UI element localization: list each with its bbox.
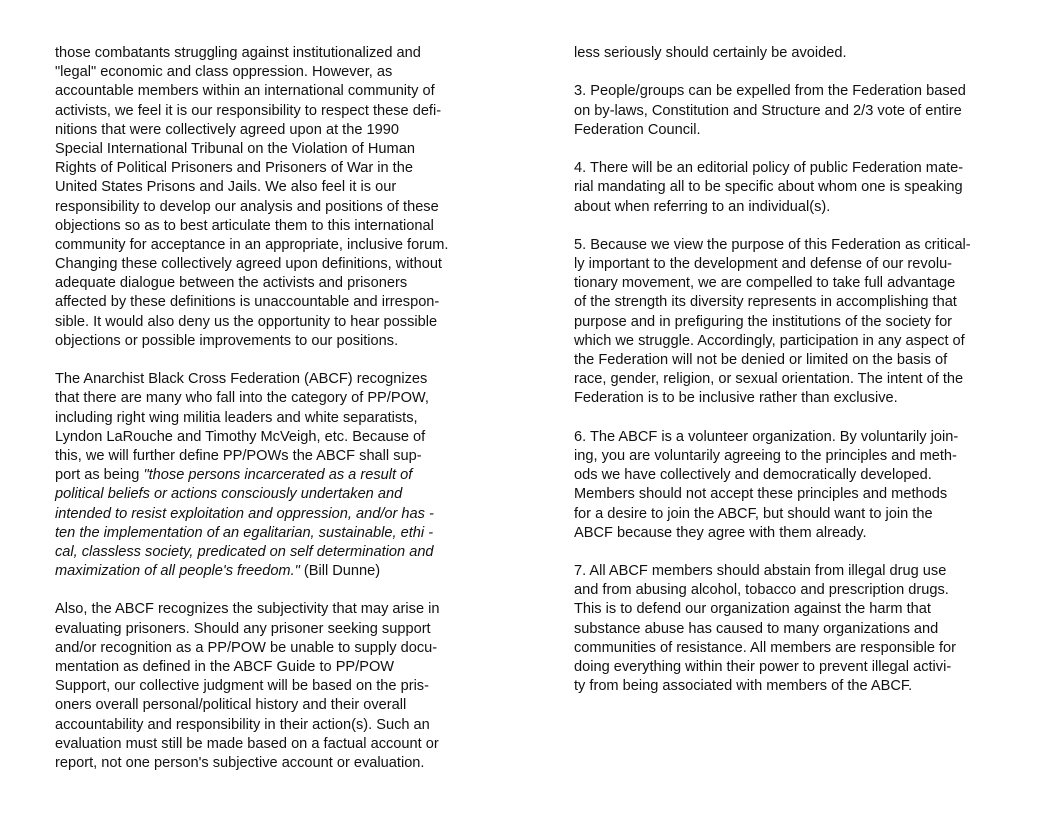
text-line: Members should not accept these principles and methods xyxy=(574,486,948,503)
text-line: doing everything within their power to prevent illegal activi- xyxy=(574,659,952,675)
text-line: those combatants struggling against institutionalized and xyxy=(55,45,421,61)
text-line: including right wing militia leaders and white separatists, xyxy=(55,409,418,426)
quote-line: cal, classless society, predicated on self determination and xyxy=(55,543,434,560)
text-line: on by-laws, Constitution and Structure and 2/3 vote of entire xyxy=(574,102,962,119)
paragraph-abcf-definition xyxy=(55,370,495,581)
text-line: responsibility to develop our analysis and positions of these xyxy=(55,198,439,215)
quote-text: maximization of all people's freedom." xyxy=(55,563,300,580)
text-line: accountable members within an international community of xyxy=(55,83,435,100)
text-line: activists, we feel it is our responsibility to respect these defi- xyxy=(55,102,442,119)
paragraph-definitions-responsibility xyxy=(55,44,495,351)
paragraph-gap xyxy=(55,581,495,600)
right-column xyxy=(574,44,1014,696)
left-column xyxy=(55,44,495,773)
text-line: Lyndon LaRouche and Timothy McVeigh, etc. Because of xyxy=(55,428,426,445)
paragraph-item-3 xyxy=(574,82,1014,140)
text-line: this, we will further define PP/POWs the ABCF shall sup- xyxy=(55,447,422,464)
text-line: substance abuse has caused to many organizations and xyxy=(574,620,939,637)
paragraph-item-6 xyxy=(574,428,1014,543)
text-line: the Federation will not be denied or limited on the basis of xyxy=(574,352,948,368)
text-line: The Anarchist Black Cross Federation (ABCF) recognizes xyxy=(55,371,428,388)
paragraph-gap xyxy=(55,351,495,370)
text-line: 3. People/groups can be expelled from the Federation based xyxy=(574,83,966,100)
text-line: objections so as to best articulate them to this international xyxy=(55,217,434,234)
text-line xyxy=(55,562,495,581)
text-line: 5. Because we view the purpose of this Federation as critical- xyxy=(574,236,971,253)
attribution: (Bill Dunne) xyxy=(299,563,381,580)
text-line: ABCF because they agree with them already. xyxy=(574,524,867,541)
quote-line: political beliefs or actions consciously undertaken and xyxy=(55,486,403,503)
quote-text: "those persons incarcerated as a result of xyxy=(143,467,413,484)
paragraph-gap xyxy=(574,409,1014,428)
quote-line: ten the implementation of an egalitarian, sustainable, ethi - xyxy=(55,524,434,541)
paragraph-gap xyxy=(574,217,1014,236)
text-line: less seriously should certainly be avoided. xyxy=(574,45,847,61)
paragraph-subjectivity xyxy=(55,600,495,773)
text-line: report, not one person's subjective account or evaluation. xyxy=(55,754,425,771)
text-line: tionary movement, we are compelled to take full advantage xyxy=(574,275,956,292)
text-line: communities of resistance. All members are responsible for xyxy=(574,639,957,656)
text-line: ty from being associated with members of the ABCF. xyxy=(574,678,913,695)
paragraph-gap xyxy=(574,543,1014,562)
text-line: race, gender, religion, or sexual orientation. The intent of the xyxy=(574,371,964,388)
text-line: ly important to the development and defense of our revolu- xyxy=(574,256,953,273)
text-line: that there are many who fall into the category of PP/POW, xyxy=(55,390,429,407)
text-line: ods we have collectively and democratically developed. xyxy=(574,467,932,484)
text-line: which we struggle. Accordingly, participation in any aspect of xyxy=(574,332,965,349)
text-line: for a desire to join the ABCF, but should want to join the xyxy=(574,505,933,522)
text-line: and/or recognition as a PP/POW be unable to supply docu- xyxy=(55,639,438,656)
paragraph-gap xyxy=(574,63,1014,82)
text-line: 4. There will be an editorial policy of public Federation mate- xyxy=(574,160,964,177)
text-line: nitions that were collectively agreed upon at the 1990 xyxy=(55,121,399,138)
paragraph-continuation xyxy=(574,44,1014,63)
text-line: about when referring to an individual(s). xyxy=(574,198,831,215)
text-line: affected by these definitions is unaccountable and irrespon- xyxy=(55,294,440,311)
quote-line: intended to resist exploitation and oppression, and/or has - xyxy=(55,505,434,522)
text-line: This is to defend our organization against the harm that xyxy=(574,601,931,618)
paragraph-item-7 xyxy=(574,562,1014,696)
text-line: evaluating prisoners. Should any prisoner seeking support xyxy=(55,620,431,637)
text-line: Support, our collective judgment will be based on the pris- xyxy=(55,678,429,695)
text-line: purpose and in prefiguring the institutions of the society for xyxy=(574,313,953,330)
text-line: mentation as defined in the ABCF Guide to PP/POW xyxy=(55,659,395,675)
text-line: "legal" economic and class oppression. However, as xyxy=(55,64,393,81)
text-line: ing, you are voluntarily agreeing to the principles and meth- xyxy=(574,447,957,464)
text-line: sible. It would also deny us the opportunity to hear possible xyxy=(55,313,438,330)
text-line: evaluation must still be made based on a factual account or xyxy=(55,735,439,752)
text-line: of the strength its diversity represents in accomplishing that xyxy=(574,294,957,311)
text-line: community for acceptance in an appropriate, inclusive forum. xyxy=(55,236,449,253)
text-line: adequate dialogue between the activists and prisoners xyxy=(55,275,408,292)
text-line: accountability and responsibility in their action(s). Such an xyxy=(55,716,430,733)
text-line: rial mandating all to be specific about whom one is speaking xyxy=(574,179,963,196)
paragraph-item-4 xyxy=(574,159,1014,217)
text-line: 7. All ABCF members should abstain from illegal drug use xyxy=(574,563,947,580)
text-line: Special International Tribunal on the Violation of Human xyxy=(55,140,415,157)
text-line: Changing these collectively agreed upon definitions, without xyxy=(55,256,442,273)
text-line: Federation is to be inclusive rather than exclusive. xyxy=(574,390,898,407)
text-line: Rights of Political Prisoners and Prisoners of War in the xyxy=(55,160,413,177)
text-line xyxy=(55,466,495,485)
paragraph-item-5 xyxy=(574,236,1014,409)
text-line: Federation Council. xyxy=(574,121,701,138)
paragraph-gap xyxy=(574,140,1014,159)
text-line: Also, the ABCF recognizes the subjectivity that may arise in xyxy=(55,601,440,618)
text-line: 6. The ABCF is a volunteer organization. By voluntarily join- xyxy=(574,428,959,445)
text-line: and from abusing alcohol, tobacco and prescription drugs. xyxy=(574,582,949,599)
text-run: port as being xyxy=(55,467,144,484)
text-line: United States Prisons and Jails. We also feel it is our xyxy=(55,179,397,196)
text-line: objections or possible improvements to our positions. xyxy=(55,332,399,349)
text-line: oners overall personal/political history and their overall xyxy=(55,697,407,714)
